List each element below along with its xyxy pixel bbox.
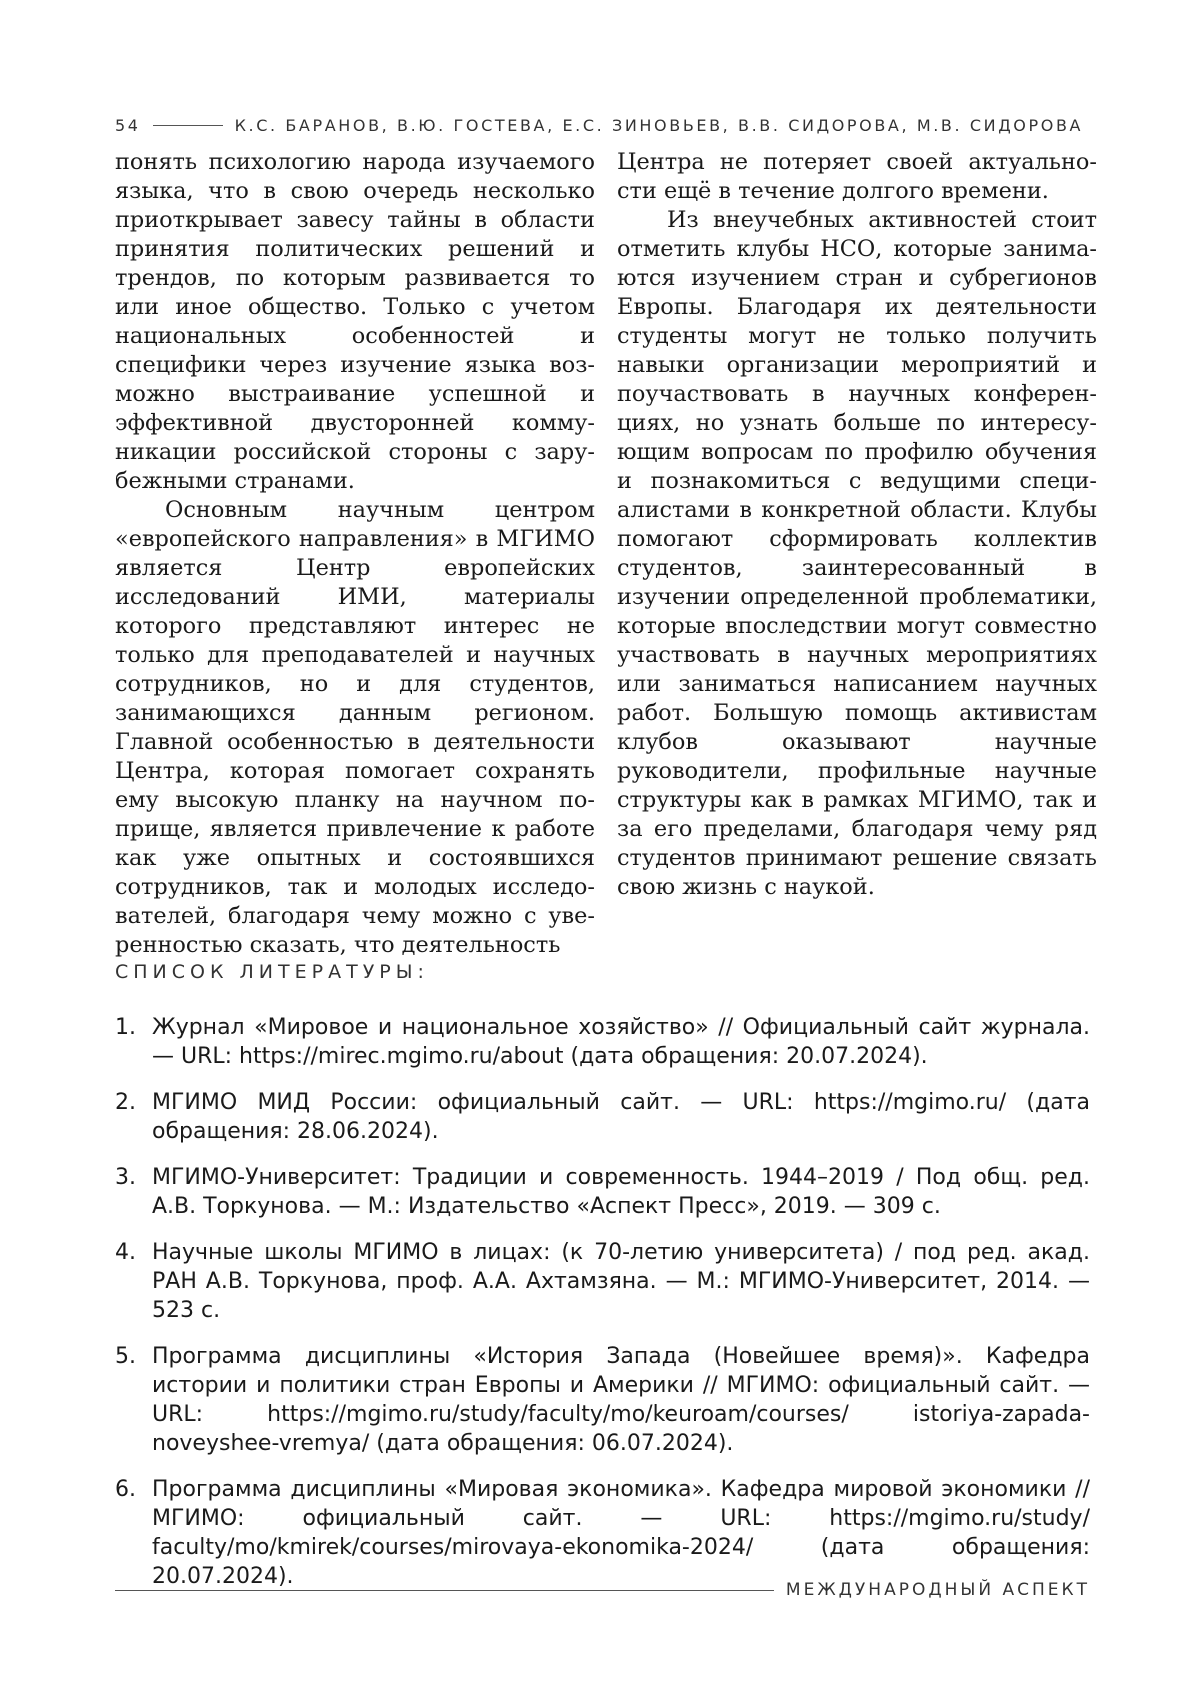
- reference-item: [115, 1342, 1090, 1458]
- reference-number: 2.: [115, 1090, 136, 1115]
- reference-number: 1.: [115, 1015, 136, 1040]
- body-columns: [115, 148, 1097, 958]
- reference-number: 4.: [115, 1240, 136, 1265]
- left-paragraph-2: Основным научным центром «европейского направления» в МГИМО является Центр европейских исследований ИМИ, материалы которого представляют интерес не только для преподавателей и научных сотрудников, но и для студентов, занимающихся данным регионом. Главной особенностью в деятельности Центра, которая помогает сохранять ему высокую планку на научном поприще, является привлечение к работе как уже опытных и состоявшихся сотрудников, так и молодых исследователей, благодаря чему можно с уверенностью сказать, что деятельность: [115, 497, 595, 958]
- references-title: СПИСОК ЛИТЕРАТУРЫ:: [115, 961, 429, 983]
- reference-number: 5.: [115, 1344, 136, 1369]
- reference-item: [115, 1475, 1090, 1591]
- reference-text: Журнал «Мировое и национальное хозяйство» // Официальный сайт журнала. — URL: https://mirec.mgimo.ru/about (дата обращения: 20.07.2024).: [152, 1015, 1090, 1069]
- header-rule: [153, 125, 223, 126]
- reference-text: МГИМО МИД России: официальный сайт. — URL: https://mgimo.ru/ (дата обращения: 28.06.2024).: [152, 1090, 1090, 1144]
- reference-text: Программа дисциплины «История Запада (Новейшее время)». Кафедра истории и политики стран Европы и Америки // МГИМО: официальный сайт. — URL: https://mgimo.ru/study/faculty/mo/keuroam/courses/ istoriya-zapada-noveyshee-vremya/ (дата обращения: 06.07.2024).: [152, 1344, 1090, 1456]
- running-footer: [115, 1578, 1090, 1602]
- page-number: 54: [115, 115, 141, 135]
- right-column: [617, 148, 1097, 902]
- left-paragraph-1: понять психологию народа изучаемого языка, что в свою очередь несколько приоткрывает завесу тайны в области принятия политических решений и трендов, по которым развивается то или иное общество. Только с учетом национальных особенностей и специфики через изучение языка возможно выстраивание успешной и эффективной двусторонней коммуникации российской стороны с зарубежными странами.: [115, 149, 595, 494]
- reference-number: 3.: [115, 1165, 136, 1190]
- reference-item: [115, 1088, 1090, 1146]
- reference-text: Научные школы МГИМО в лицах: (к 70-летию университета) / под ред. акад. РАН А.В. Торкунова, проф. А.А. Ахтамзяна. — М.: МГИМО-Университет, 2014. — 523 с.: [152, 1240, 1090, 1323]
- left-column: [115, 148, 595, 960]
- journal-name: МЕЖДУНАРОДНЫЙ АСПЕКТ: [785, 1580, 1090, 1600]
- reference-item: [115, 1013, 1090, 1071]
- authors-line: К.С. БАРАНОВ, В.Ю. ГОСТЕВА, Е.С. ЗИНОВЬЕВ, В.В. СИДОРОВА, М.В. СИДОРОВА: [234, 115, 1084, 135]
- reference-text: Программа дисциплины «Мировая экономика». Кафедра мировой экономики // МГИМО: официальный сайт. — URL: https://mgimo.ru/study/ faculty/mo/kmirek/courses/mirovaya-ekonomika-2024/ (дата обращения: 20.07.2024).: [152, 1477, 1090, 1589]
- running-head: [115, 113, 1090, 137]
- right-paragraph-2: Из внеучебных активностей стоит отметить клубы НСО, которые занимаются изучением стран и субрегионов Европы. Благодаря их деятельности студенты могут не только получить навыки организации мероприятий и поучаствовать в научных конференциях, но узнать больше по интересующим вопросам по профилю обучения и познакомиться с ведущими специалистами в конкретной области. Клубы помогают сформировать коллектив студентов, заинтересованный в изучении определенной проблематики, которые впоследствии могут совместно участвовать в научных мероприятиях или заниматься написанием научных работ. Большую помощь активистам клубов оказывают научные руководители, профильные научные структуры как в рамках МГИМО, так и за его пределами, благодаря чему ряд студентов принимают решение связать свою жизнь с наукой.: [617, 207, 1097, 900]
- reference-text: МГИМО-Университет: Традиции и современность. 1944–2019 / Под общ. ред. А.В. Торкунова. — М.: Издательство «Аспект Пресс», 2019. — 309 с.: [152, 1165, 1090, 1219]
- reference-item: [115, 1163, 1090, 1221]
- reference-number: 6.: [115, 1477, 136, 1502]
- footer-rule: [115, 1590, 774, 1591]
- right-paragraph-1: Центра не потеряет своей актуальности ещё в течение долгого времени.: [617, 149, 1097, 204]
- references-list: [115, 1013, 1090, 1608]
- reference-item: [115, 1238, 1090, 1325]
